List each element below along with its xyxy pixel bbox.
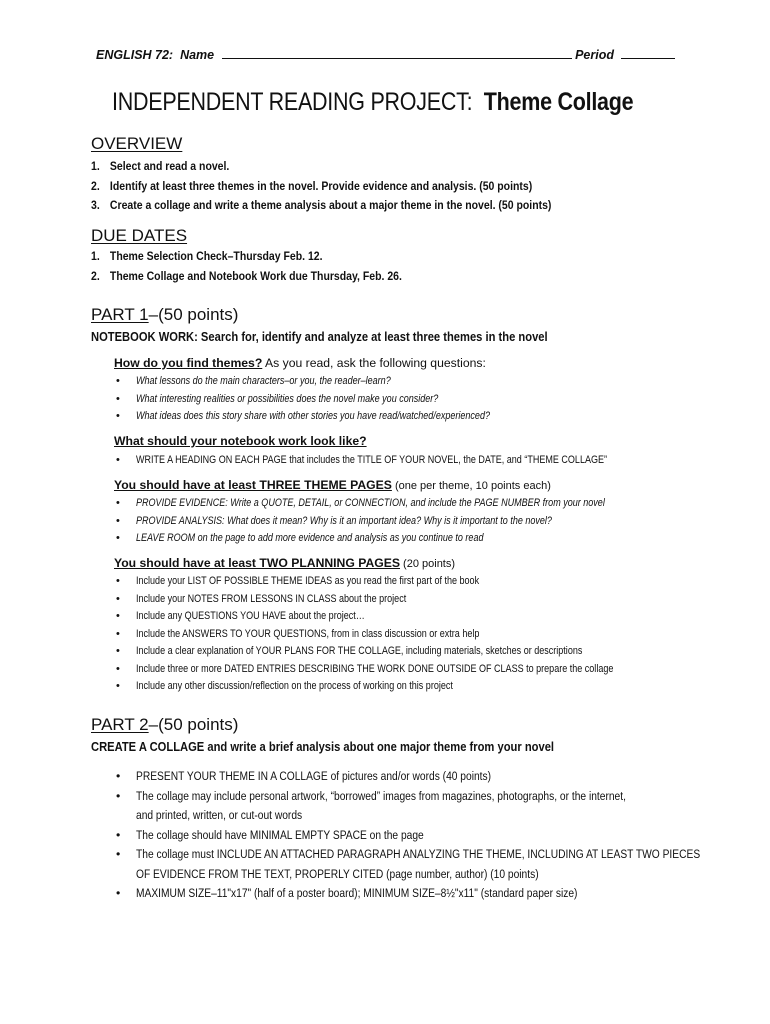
q2-list	[114, 452, 710, 470]
name-label: Name	[180, 48, 215, 62]
q1-list	[114, 373, 568, 426]
due-date-item: 1. Theme Selection Check–Thursday Feb. 12.	[91, 249, 323, 263]
page-title	[112, 88, 645, 117]
list-item: • WRITE A HEADING ON EACH PAGE that includes the TITLE OF YOUR NOVEL, the DATE, and “THEME COLLAGE”	[116, 454, 608, 466]
list-item: • Include your NOTES FROM LESSONS IN CLASS about the project	[116, 592, 407, 605]
header-line	[96, 46, 696, 62]
title-bold: Theme Collage	[483, 88, 634, 116]
part2-heading: PART 2–(50 points)	[91, 715, 239, 734]
list-item: • What interesting realities or possibilities does the novel make you consider?	[116, 392, 439, 405]
list-item: • LEAVE ROOM on the page to add more evidence and analysis as you continue to read	[116, 532, 484, 544]
list-item: • What lessons do the main characters–or you, the reader–learn?	[116, 375, 391, 387]
overview-heading: OVERVIEW	[91, 134, 183, 153]
list-item: • PROVIDE ANALYSIS: What does it mean? Why is it an important idea? Why is it important to the novel?	[116, 514, 552, 527]
overview-item: 3. Create a collage and write a theme analysis about a major theme in the novel. (50 points)	[91, 198, 552, 212]
period-blank	[621, 46, 675, 59]
q-notebook-look: What should your notebook work look like?	[114, 434, 367, 448]
list-item: • PROVIDE EVIDENCE: Write a QUOTE, DETAIL, or CONNECTION, and include the PAGE NUMBER from your novel	[116, 497, 605, 509]
part2-list	[114, 767, 766, 904]
list-item: • Include any other discussion/reflection on the process of working on this project	[116, 680, 453, 692]
q-theme-pages: You should have at least THREE THEME PAGES (one per theme, 10 points each)	[114, 478, 551, 492]
due-dates-list	[91, 247, 453, 286]
title-main: INDEPENDENT READING PROJECT:	[112, 88, 473, 116]
name-blank	[222, 46, 572, 59]
list-item: • Include three or more DATED ENTRIES DESCRIBING THE WORK DONE OUTSIDE OF CLASS to prepare the collage	[116, 662, 614, 675]
list-item: • The collage must INCLUDE AN ATTACHED PARAGRAPH ANALYZING THE THEME, INCLUDING AT LEAST TWO PIECES OF EVIDENCE FROM THE TEXT, PROPERLY CITED (page number, author) (10 points)	[116, 847, 701, 881]
overview-item: 2. Identify at least three themes in the novel. Provide evidence and analysis. (50 points)	[91, 178, 533, 193]
list-item: • What ideas does this story share with other stories you have read/watched/experienced?	[116, 410, 490, 422]
overview-list	[91, 157, 626, 216]
list-item: • The collage may include personal artwork, “borrowed” images from magazines, photographs, or the internet, and printed, written, or cut-out words	[116, 788, 626, 822]
course-label: ENGLISH 72:	[96, 48, 174, 62]
list-item: • Include your LIST OF POSSIBLE THEME IDEAS as you read the first part of the book	[116, 575, 480, 587]
list-item: • The collage should have MINIMAL EMPTY SPACE on the page	[116, 827, 424, 842]
list-item: • Include any QUESTIONS YOU HAVE about the project…	[116, 610, 365, 622]
list-item: • Include the ANSWERS TO YOUR QUESTIONS, from in class discussion or extra help	[116, 627, 480, 640]
list-item: • MAXIMUM SIZE–11"x17" (half of a poster board); MINIMUM SIZE–8½"x11" (standard paper size)	[116, 886, 578, 900]
list-item: • Include a clear explanation of YOUR PLANS FOR THE COLLAGE, including materials, sketches or descriptions	[116, 645, 583, 657]
part2-subhead: CREATE A COLLAGE and write a brief analysis about one major theme from your novel	[91, 739, 555, 754]
q-find-themes: How do you find themes? As you read, ask the following questions:	[114, 356, 486, 370]
q4-list	[114, 573, 718, 696]
due-dates-heading: DUE DATES	[91, 226, 188, 245]
list-item: • PRESENT YOUR THEME IN A COLLAGE of pictures and/or words (40 points)	[116, 769, 492, 783]
part1-subhead: NOTEBOOK WORK: Search for, identify and analyze at least three themes in the novel	[91, 329, 548, 344]
due-date-item: 2. Theme Collage and Notebook Work due Thursday, Feb. 26.	[91, 268, 402, 283]
q-planning-pages: You should have at least TWO PLANNING PAGES (20 points)	[114, 556, 456, 570]
overview-item: 1. Select and read a novel.	[91, 159, 230, 173]
period-label: Period	[575, 48, 614, 62]
q3-list	[114, 495, 708, 548]
part1-heading: PART 1–(50 points)	[91, 305, 239, 324]
